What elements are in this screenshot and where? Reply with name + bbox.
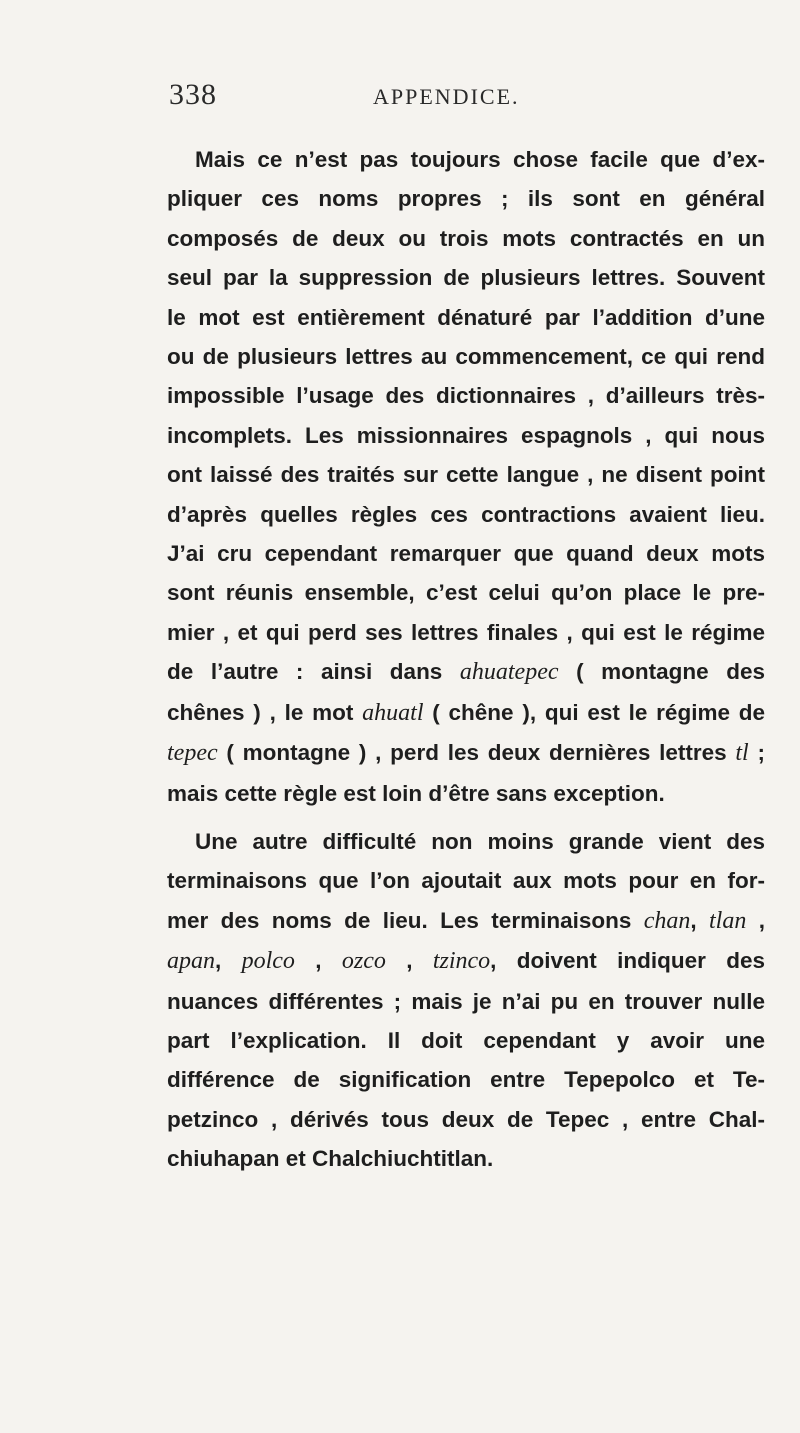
- text-line: [167, 179, 765, 218]
- text-run: terminaisons que l’on ajoutait aux mots pour en for-: [167, 868, 765, 894]
- text-run: ou de plusieurs lettres au commencement, ce qui rend: [167, 344, 765, 370]
- italic-term: tlan: [709, 907, 747, 934]
- text-line: [167, 219, 765, 258]
- text-line: [167, 573, 765, 612]
- text-line: [167, 1060, 765, 1099]
- text-run: part l’explication. Il doit cependant y avoir une: [167, 1027, 765, 1053]
- text-line: [167, 822, 765, 861]
- text-run: composés de deux ou trois mots contractés en un: [167, 225, 765, 251]
- italic-term: tepec: [167, 740, 218, 767]
- text-run: mais cette règle est loin d’être sans exception.: [167, 780, 665, 806]
- text-line: [167, 1021, 765, 1060]
- italic-term: ahuatl: [362, 699, 424, 726]
- text-run: Une autre difficulté non moins grande vient des: [195, 828, 765, 854]
- text-line: [167, 376, 765, 415]
- text-run: pliquer ces noms propres ; ils sont en général: [167, 186, 765, 212]
- text-run: nuances différentes ; mais je n’ai pu en trouver nulle: [167, 988, 765, 1014]
- italic-term: tl: [735, 740, 749, 767]
- text-run: ,: [215, 948, 242, 974]
- paragraph: [167, 822, 765, 1179]
- text-run: impossible l’usage des dictionnaires , d’ailleurs très-: [167, 383, 765, 409]
- page-number: 338: [169, 78, 217, 111]
- body-text: [167, 140, 765, 1179]
- text-run: chiuhapan et Chalchiuchtitlan.: [167, 1146, 494, 1172]
- text-run: ;: [748, 740, 765, 766]
- text-line: [167, 901, 765, 941]
- text-run: ,: [294, 948, 342, 974]
- text-run: de l’autre : ainsi dans: [167, 659, 460, 685]
- text-line: [167, 495, 765, 534]
- text-run: , doivent indiquer des: [490, 948, 765, 974]
- text-run: ( chêne ), qui est le régime de: [423, 699, 765, 725]
- italic-term: ahuatepec: [459, 659, 559, 686]
- text-line: [167, 298, 765, 337]
- text-line: [167, 416, 765, 455]
- text-run: petzinco , dérivés tous deux de Tepec , entre Chal-: [167, 1106, 765, 1132]
- text-line: [167, 534, 765, 573]
- text-line: [167, 337, 765, 376]
- italic-term: chan: [643, 907, 691, 934]
- text-line: [167, 733, 765, 773]
- text-line: [167, 941, 765, 981]
- text-run: ,: [746, 907, 765, 933]
- text-line: [167, 693, 765, 733]
- paragraph: [167, 140, 765, 813]
- italic-term: apan: [167, 948, 215, 975]
- running-title: APPENDICE.: [373, 84, 520, 109]
- text-run: seul par la suppression de plusieurs lettres. Souvent: [167, 265, 765, 291]
- text-line: [167, 774, 765, 813]
- text-run: différence de signification entre Tepepolco et Te-: [167, 1067, 765, 1093]
- text-run: mier , et qui perd ses lettres finales , qui est le régime: [167, 619, 765, 645]
- text-run: mer des noms de lieu. Les terminaisons: [167, 907, 644, 933]
- italic-term: tzinco: [432, 948, 491, 975]
- text-run: ,: [385, 948, 433, 974]
- text-line: [167, 861, 765, 900]
- text-line: [167, 258, 765, 297]
- text-run: Mais ce n’est pas toujours chose facile que d’ex-: [195, 147, 765, 172]
- text-line: [167, 613, 765, 652]
- text-line: [167, 982, 765, 1021]
- text-run: ( montagne ) , perd les deux dernières lettres: [217, 740, 736, 766]
- text-run: ,: [690, 907, 710, 933]
- text-line: [167, 1100, 765, 1139]
- text-line: [167, 1139, 765, 1178]
- italic-term: polco: [241, 948, 295, 975]
- text-run: J’ai cru cependant remarquer que quand deux mots: [167, 541, 765, 567]
- text-line: [167, 140, 765, 179]
- text-run: ont laissé des traités sur cette langue , ne disent point: [167, 462, 765, 488]
- text-line: [167, 652, 765, 692]
- text-run: d’après quelles règles ces contractions avaient lieu.: [167, 501, 765, 527]
- text-run: ( montagne des: [558, 659, 765, 685]
- italic-term: ozco: [341, 948, 386, 975]
- text-run: incomplets. Les missionnaires espagnols , qui nous: [167, 422, 765, 448]
- text-run: sont réunis ensemble, c’est celui qu’on place le pre-: [167, 580, 765, 606]
- text-run: le mot est entièrement dénaturé par l’addition d’une: [167, 304, 765, 330]
- text-line: [167, 455, 765, 494]
- running-head: [0, 78, 800, 118]
- text-run: chênes ) , le mot: [167, 699, 363, 725]
